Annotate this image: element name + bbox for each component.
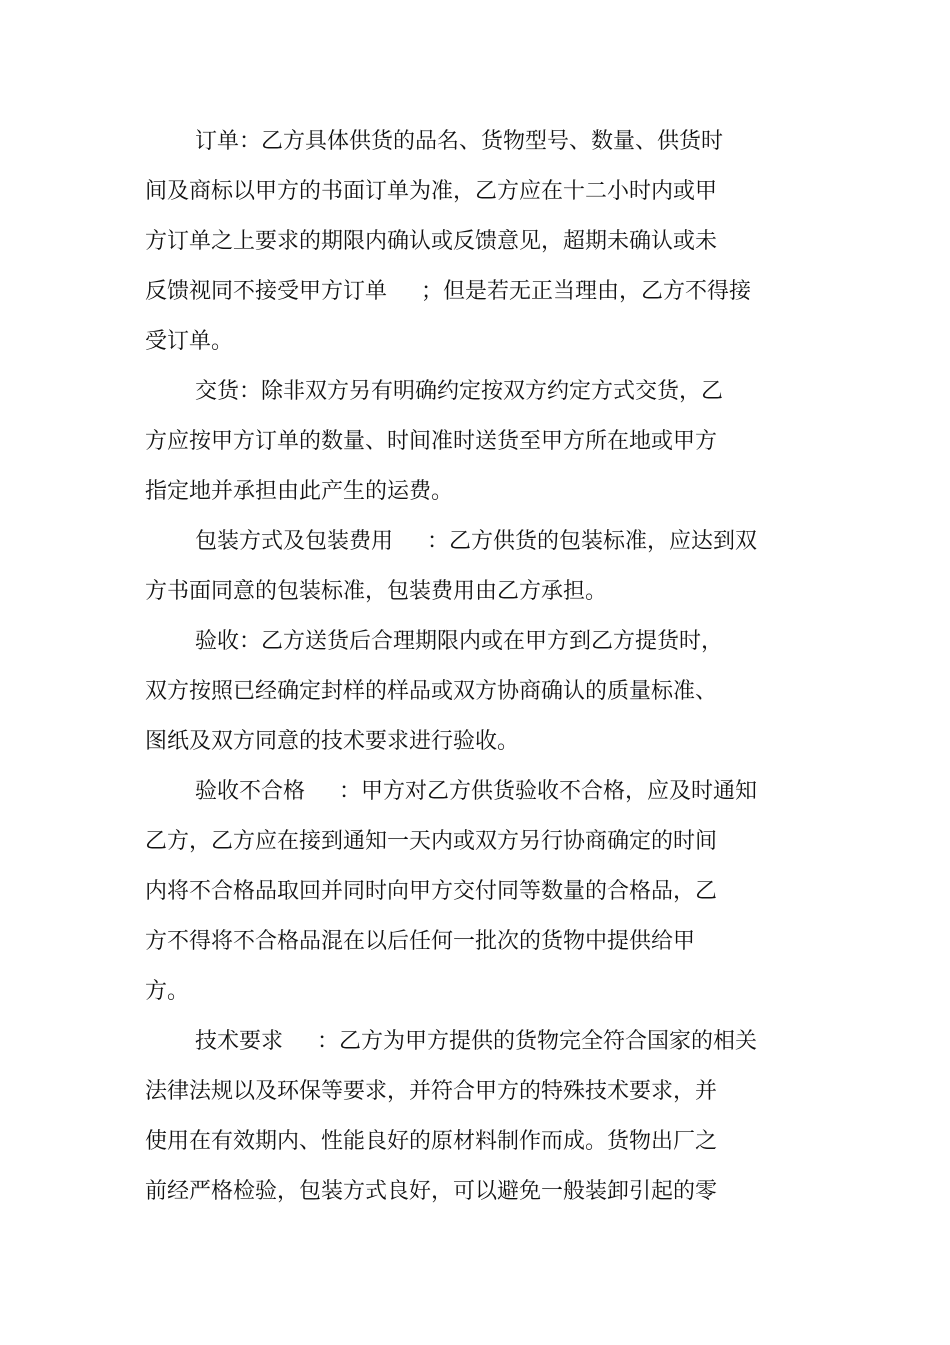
delivery-clause-line-3: 指定地并承担由此产生的运费。 <box>145 479 454 504</box>
nonconformity-clause-line-5: 方。 <box>145 979 190 1004</box>
acceptance-clause-line-2: 双方按照已经确定封样的样品或双方协商确认的质量标准、 <box>145 679 718 704</box>
acceptance-clause-line-1: 验收：乙方送货后合理期限内或在甲方到乙方提货时， <box>195 629 724 654</box>
delivery-clause-line-2: 方应按甲方订单的数量、时间准时送货至甲方所在地或甲方 <box>145 429 718 454</box>
technical-clause-heading: 技术要求 <box>195 1029 284 1054</box>
technical-clause-line-1-rest: ：乙方为甲方提供的货物完全符合国家的相关 <box>317 1029 758 1054</box>
nonconformity-clause-line-1 <box>145 767 785 817</box>
technical-clause-line-4: 前经严格检验，包装方式良好，可以避免一般装卸引起的零 <box>145 1179 718 1204</box>
order-clause-line-5: 受订单。 <box>145 329 234 354</box>
contract-body <box>145 117 785 1217</box>
nonconformity-clause-line-2: 乙方，乙方应在接到通知一天内或双方另行协商确定的时间 <box>145 829 718 854</box>
packaging-clause-heading: 包装方式及包装费用 <box>195 529 394 554</box>
technical-clause-line-2: 法律法规以及环保等要求，并符合甲方的特殊技术要求，并 <box>145 1079 718 1104</box>
packaging-clause-line-1 <box>145 517 785 567</box>
order-clause-line-4-part-b: ；但是若无正当理由，乙方不得接 <box>421 279 752 304</box>
order-clause-line-4 <box>145 267 785 317</box>
order-clause-line-3: 方订单之上要求的期限内确认或反馈意见，超期未确认或未 <box>145 229 718 254</box>
packaging-clause-line-2: 方书面同意的包装标准，包装费用由乙方承担。 <box>145 579 608 604</box>
order-clause-line-1: 订单：乙方具体供货的品名、货物型号、数量、供货时 <box>195 129 724 154</box>
delivery-clause-line-1: 交货：除非双方另有明确约定按双方约定方式交货，乙 <box>195 379 724 404</box>
nonconformity-clause-line-1-rest: ：甲方对乙方供货验收不合格，应及时通知 <box>339 779 758 804</box>
order-clause-line-4-part-a: 反馈视同不接受甲方订单 <box>145 279 388 304</box>
technical-clause-line-1 <box>145 1017 785 1067</box>
nonconformity-clause-line-3: 内将不合格品取回并同时向甲方交付同等数量的合格品，乙 <box>145 879 718 904</box>
technical-clause-line-3: 使用在有效期内、性能良好的原材料制作而成。货物出厂之 <box>145 1129 718 1154</box>
nonconformity-clause-line-4: 方不得将不合格品混在以后任何一批次的货物中提供给甲 <box>145 929 696 954</box>
packaging-clause-line-1-rest: ：乙方供货的包装标准，应达到双 <box>427 529 758 554</box>
nonconformity-clause-heading: 验收不合格 <box>195 779 306 804</box>
order-clause-line-2: 间及商标以甲方的书面订单为准，乙方应在十二小时内或甲 <box>145 179 718 204</box>
acceptance-clause-line-3: 图纸及双方同意的技术要求进行验收。 <box>145 729 520 754</box>
